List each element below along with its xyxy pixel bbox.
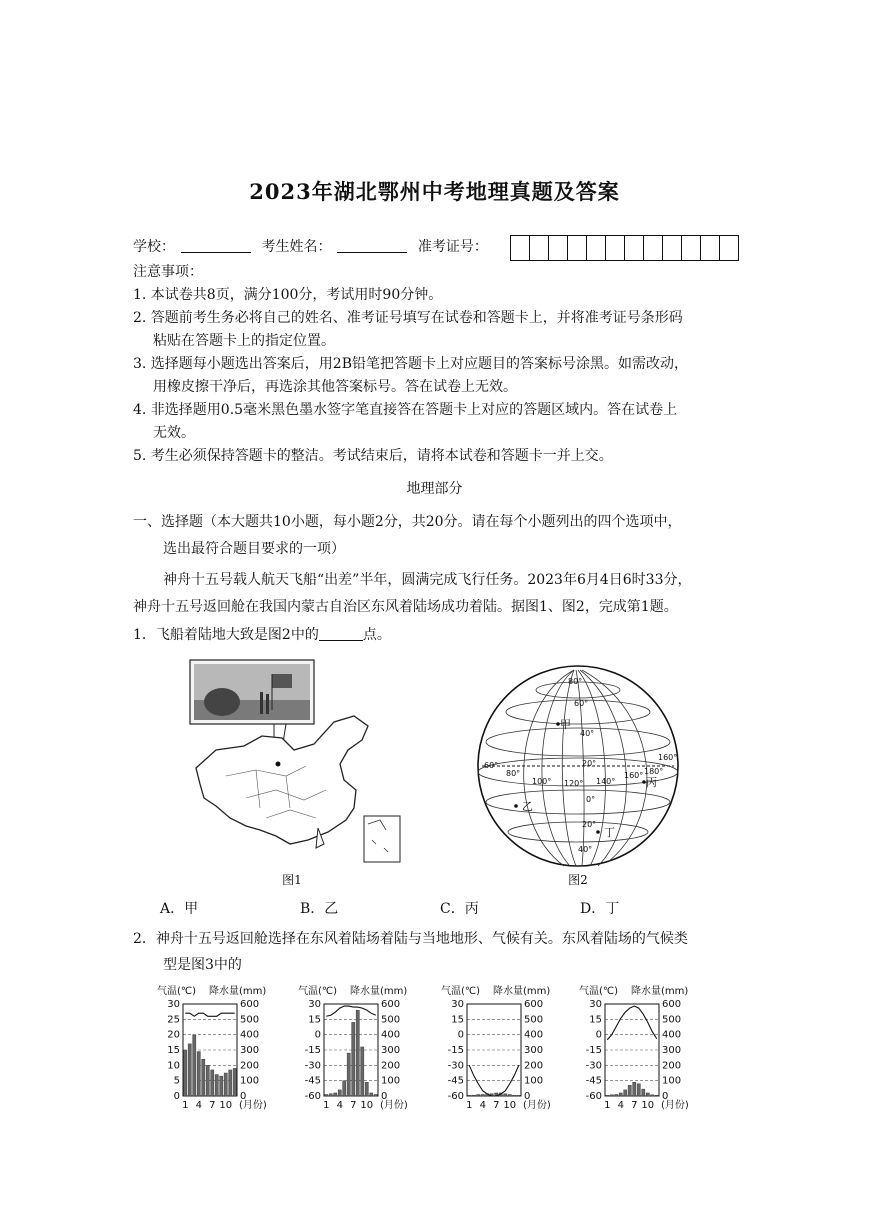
precip-bar <box>642 1089 645 1096</box>
precip-tick-label: 200 <box>524 1060 544 1072</box>
temp-tick-label: 0 <box>173 1091 180 1102</box>
precip-bar <box>655 1095 658 1096</box>
section-title: 地理部分 <box>406 481 463 497</box>
svg-text:0°: 0° <box>586 795 596 804</box>
precip-bar <box>646 1093 649 1096</box>
svg-text:80°: 80° <box>506 769 521 778</box>
temp-tick-label: -60 <box>304 1091 321 1102</box>
precip-tick-label: 400 <box>381 1029 401 1041</box>
precip-bar <box>513 1095 516 1096</box>
precip-tick-label: 600 <box>524 999 544 1010</box>
id-box-cell[interactable] <box>530 236 549 260</box>
month-tick-label: 4 <box>336 1100 343 1111</box>
precip-bar <box>365 1082 368 1096</box>
precip-bar <box>637 1084 640 1096</box>
precip-bar <box>229 1070 232 1096</box>
month-axis-unit: (月份) <box>380 1100 408 1111</box>
month-tick-label: 1 <box>466 1100 473 1111</box>
temperature-line <box>185 1013 235 1016</box>
month-tick-label: 7 <box>631 1100 638 1111</box>
q1-option-a[interactable]: A．甲 <box>160 901 199 917</box>
temp-tick-label: 20 <box>167 1029 180 1041</box>
part1-line2: 选出最符合题目要求的一项） <box>163 541 345 557</box>
temp-tick-label: 15 <box>451 1014 464 1026</box>
month-tick-label: 10 <box>503 1100 517 1111</box>
person-icon <box>266 694 269 714</box>
notice-item: 3. 选择题每小题选出答案后，用2B铅笔把答题卡上对应题目的答案标号涂黑。如需改动， <box>133 356 689 372</box>
month-tick-label: 7 <box>350 1100 357 1111</box>
precip-tick-label: 600 <box>240 999 260 1010</box>
svg-text:20°: 20° <box>582 759 597 768</box>
precip-bar <box>619 1093 622 1096</box>
precip-bar <box>343 1081 346 1096</box>
q1-text-before: 1．飞船着陆地大致是图2中的 <box>133 627 319 643</box>
svg-text:180°: 180° <box>644 767 664 776</box>
precip-bar <box>220 1076 223 1096</box>
svg-text:60°: 60° <box>484 761 499 770</box>
temperature-line <box>326 1006 376 1016</box>
precip-bar <box>517 1095 520 1096</box>
precip-bar <box>211 1070 214 1096</box>
precip-tick-label: 300 <box>240 1045 260 1056</box>
month-tick-label: 10 <box>641 1100 655 1111</box>
precip-tick-label: 300 <box>524 1045 544 1056</box>
id-label: 准考证号： <box>417 239 488 255</box>
temp-tick-label: 30 <box>308 999 321 1010</box>
precip-bar <box>202 1059 205 1096</box>
name-label: 考生姓名： <box>261 239 332 255</box>
precip-bar <box>370 1093 373 1096</box>
temp-tick-label: 25 <box>167 1014 180 1026</box>
month-tick-label: 7 <box>209 1100 216 1111</box>
precip-bar <box>224 1073 227 1096</box>
id-box-cell[interactable] <box>644 236 663 260</box>
month-axis-unit: (月份) <box>523 1100 551 1111</box>
precip-bar <box>197 1052 200 1096</box>
precip-tick-label: 500 <box>240 1014 260 1026</box>
id-box-cell[interactable] <box>720 236 738 260</box>
temp-tick-label: -45 <box>447 1075 464 1087</box>
precip-bar <box>468 1095 471 1096</box>
climate-chart-2 <box>296 982 444 1116</box>
month-tick-label: 1 <box>182 1100 189 1111</box>
notice-item: 无效。 <box>153 425 195 441</box>
header-line <box>133 236 488 258</box>
precip-bar <box>361 1047 364 1096</box>
q1-text-after: 点。 <box>362 627 391 643</box>
temp-tick-label: -15 <box>585 1045 602 1056</box>
temp-axis-title: 气温(℃) <box>441 986 481 997</box>
id-box-cell[interactable] <box>625 236 644 260</box>
question-1 <box>133 624 391 646</box>
id-box-cell[interactable] <box>587 236 606 260</box>
id-box-cell[interactable] <box>511 236 530 260</box>
month-tick-label: 10 <box>219 1100 233 1111</box>
svg-text:20°: 20° <box>582 820 597 829</box>
precip-tick-label: 200 <box>662 1060 682 1072</box>
precip-axis-title: 降水量(mm) <box>209 986 267 997</box>
month-tick-label: 4 <box>617 1100 624 1111</box>
precip-bar <box>481 1094 484 1096</box>
temp-tick-label: -30 <box>304 1060 321 1072</box>
precip-tick-label: 400 <box>662 1029 682 1041</box>
precip-bar <box>606 1095 609 1096</box>
precip-tick-label: 600 <box>381 999 401 1010</box>
q1-option-b[interactable]: B．乙 <box>300 901 339 917</box>
precip-bar <box>329 1094 332 1096</box>
figure-1-caption: 图1 <box>282 873 302 887</box>
precip-bar <box>615 1094 618 1096</box>
id-box-cell[interactable] <box>549 236 568 260</box>
notice-heading: 注意事项： <box>133 264 203 280</box>
point-yi: 乙 <box>522 800 533 813</box>
temp-axis-title: 气温(℃) <box>157 986 197 997</box>
id-box-cell[interactable] <box>701 236 720 260</box>
precip-tick-label: 100 <box>524 1075 544 1087</box>
precip-tick-label: 300 <box>662 1045 682 1056</box>
point-bing: 丙 <box>646 776 657 789</box>
school-label: 学校： <box>133 239 175 255</box>
month-tick-label: 1 <box>604 1100 611 1111</box>
precip-tick-label: 200 <box>240 1060 260 1072</box>
climate-chart-4 <box>577 982 725 1116</box>
svg-text:80°: 80° <box>568 677 583 686</box>
notice-item: 用橡皮擦干净后，再选涂其他答案标号。答在试卷上无效。 <box>153 379 517 395</box>
svg-text:120°: 120° <box>564 779 584 788</box>
temp-tick-label: 30 <box>451 999 464 1010</box>
precip-tick-label: 500 <box>662 1014 682 1026</box>
precip-bar <box>504 1094 507 1096</box>
precip-bar <box>338 1090 341 1096</box>
precip-tick-label: 0 <box>240 1091 247 1102</box>
svg-text:60°: 60° <box>574 699 589 708</box>
precip-bar <box>206 1065 209 1096</box>
month-tick-label: 10 <box>360 1100 374 1111</box>
precip-tick-label: 0 <box>381 1091 388 1102</box>
svg-text:40°: 40° <box>580 729 595 738</box>
precip-bar <box>633 1082 636 1096</box>
month-tick-label: 1 <box>323 1100 330 1111</box>
figure-2-globe <box>474 662 686 872</box>
precip-bar <box>477 1094 480 1096</box>
precip-bar <box>628 1085 631 1096</box>
month-axis-unit: (月份) <box>661 1100 689 1111</box>
precip-bar <box>472 1095 475 1096</box>
precip-bar <box>352 1022 355 1096</box>
notice-item: 4. 非选择题用0.5毫米黑色墨水签字笔直接答在答题卡上对应的答题区域内。答在试卷上 <box>133 402 678 418</box>
precip-tick-label: 600 <box>662 999 682 1010</box>
precip-axis-title: 降水量(mm) <box>350 986 408 997</box>
notice-item: 粘贴在答题卡上的指定位置。 <box>153 333 335 349</box>
precip-bar <box>184 1050 187 1096</box>
temp-tick-label: -15 <box>447 1045 464 1056</box>
passage-line2: 神舟十五号返回舱在我国内蒙古自治区东风着陆场成功着陆。据图1、图2，完成第1题。 <box>133 599 678 615</box>
precip-tick-label: 0 <box>524 1091 531 1102</box>
q1-answer-blank[interactable] <box>319 626 363 641</box>
point-jia: 甲 <box>560 718 571 731</box>
temp-tick-label: 5 <box>173 1075 180 1087</box>
precip-bar <box>374 1094 377 1096</box>
point-yi-marker <box>514 804 518 808</box>
climate-chart-3 <box>439 982 587 1116</box>
temp-tick-label: 10 <box>167 1060 180 1072</box>
precip-tick-label: 500 <box>381 1014 401 1026</box>
person-icon <box>260 692 263 714</box>
figure-2-caption: 图2 <box>568 873 588 887</box>
temp-tick-label: -15 <box>304 1045 321 1056</box>
q1-option-d[interactable]: D．丁 <box>580 901 620 917</box>
precip-bar <box>193 1035 196 1096</box>
precip-bar <box>624 1090 627 1096</box>
point-ding-marker <box>596 830 600 834</box>
precip-bar <box>356 1010 359 1096</box>
id-box-cell[interactable] <box>568 236 587 260</box>
svg-text:140°: 140° <box>596 777 616 786</box>
china-outline <box>196 716 368 844</box>
precip-bar <box>508 1094 511 1096</box>
month-axis-unit: (月份) <box>239 1100 267 1111</box>
name-blank[interactable] <box>337 238 407 253</box>
temp-tick-label: -30 <box>585 1060 602 1072</box>
temp-axis-title: 气温(℃) <box>579 986 619 997</box>
flag-icon <box>272 674 292 688</box>
notice-item: 2. 答题前考生务必将自己的姓名、准考证号填写在试卷和答题卡上，并将准考证号条形码 <box>133 310 683 326</box>
id-box-cell[interactable] <box>682 236 701 260</box>
notice-item: 5. 考生必须保持答题卡的整洁。考试结束后，请将本试卷和答题卡一并上交。 <box>133 448 613 464</box>
precip-axis-title: 降水量(mm) <box>631 986 689 997</box>
precip-tick-label: 0 <box>662 1091 669 1102</box>
temp-axis-title: 气温(℃) <box>298 986 338 997</box>
climate-chart-1 <box>155 982 303 1116</box>
notice-item: 1. 本试卷共8页，满分100分，考试用时90分钟。 <box>133 287 443 303</box>
temp-tick-label: 15 <box>589 1014 602 1026</box>
precip-bar <box>188 1044 191 1096</box>
precip-axis-title: 降水量(mm) <box>493 986 551 997</box>
question-2-line2: 型是图3中的 <box>163 957 242 973</box>
precip-bar <box>233 1068 236 1096</box>
precip-tick-label: 400 <box>524 1029 544 1041</box>
temp-tick-label: 30 <box>167 999 180 1010</box>
temp-tick-label: -30 <box>447 1060 464 1072</box>
month-tick-label: 7 <box>493 1100 500 1111</box>
figure-1-china-map <box>186 658 408 868</box>
temp-tick-label: -60 <box>585 1091 602 1102</box>
question-2-line1: 2．神舟十五号返回舱选择在东风着陆场着陆与当地地形、气候有关。东风着陆场的气候类 <box>133 931 688 947</box>
part1-line1: 一、选择题（本大题共10小题，每小题2分，共20分。请在每个小题列出的四个选项中， <box>133 514 682 530</box>
exam-id-boxes[interactable] <box>510 235 739 261</box>
temp-tick-label: 15 <box>308 1014 321 1026</box>
svg-text:100°: 100° <box>532 777 552 786</box>
temp-tick-label: -45 <box>585 1075 602 1087</box>
precip-bar <box>610 1095 613 1096</box>
q1-option-c[interactable]: C．丙 <box>440 901 479 917</box>
school-blank[interactable] <box>181 238 251 253</box>
precip-tick-label: 300 <box>381 1045 401 1056</box>
capsule-icon <box>204 688 240 716</box>
precip-tick-label: 400 <box>240 1029 260 1041</box>
month-tick-label: 4 <box>195 1100 202 1111</box>
temp-tick-label: 0 <box>457 1029 464 1041</box>
precip-tick-label: 100 <box>240 1075 260 1087</box>
page-title: 2023年湖北鄂州中考地理真题及答案 <box>249 179 620 204</box>
id-box-cell[interactable] <box>663 236 682 260</box>
precip-tick-label: 100 <box>662 1075 682 1087</box>
svg-text:40°: 40° <box>578 845 593 854</box>
landing-site-marker <box>276 762 281 767</box>
precip-bar <box>347 1053 350 1096</box>
temp-tick-label: 15 <box>167 1045 180 1056</box>
precip-bar <box>325 1094 328 1096</box>
temp-tick-label: -60 <box>447 1091 464 1102</box>
point-ding: 丁 <box>604 826 615 839</box>
precip-bar <box>334 1093 337 1096</box>
svg-text:160°: 160° <box>624 771 644 780</box>
precip-tick-label: 200 <box>381 1060 401 1072</box>
precip-bar <box>215 1075 218 1096</box>
month-tick-label: 4 <box>479 1100 486 1111</box>
precip-tick-label: 100 <box>381 1075 401 1087</box>
precip-bar <box>651 1095 654 1096</box>
svg-text:160°: 160° <box>658 753 678 762</box>
temp-tick-label: -45 <box>304 1075 321 1087</box>
temp-tick-label: 30 <box>589 999 602 1010</box>
passage-line1: 神舟十五号载人航天飞船“出差”半年，圆满完成飞行任务。2023年6月4日6时33分， <box>163 572 692 588</box>
temp-tick-label: 0 <box>314 1029 321 1041</box>
precip-tick-label: 500 <box>524 1014 544 1026</box>
temp-tick-label: 0 <box>595 1029 602 1041</box>
id-box-cell[interactable] <box>606 236 625 260</box>
